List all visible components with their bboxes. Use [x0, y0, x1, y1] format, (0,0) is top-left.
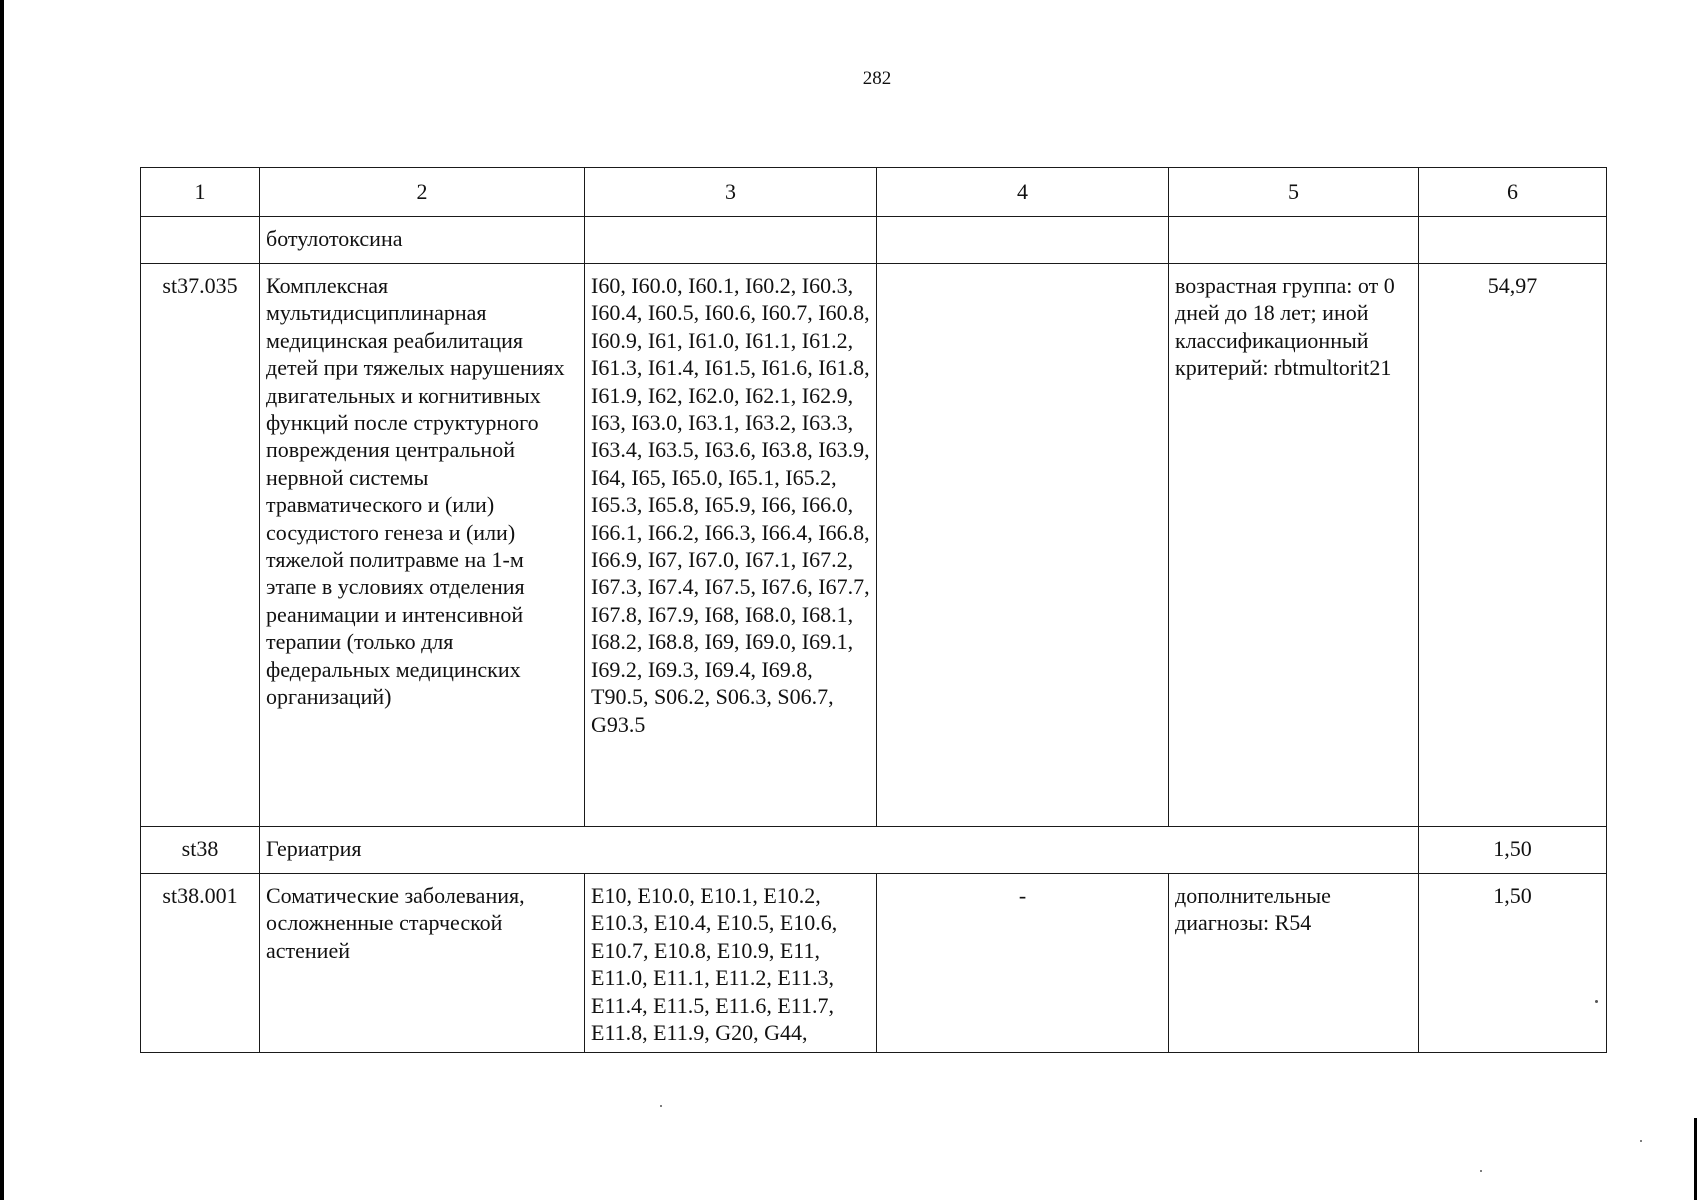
section-coefficient: 1,50: [1419, 827, 1607, 874]
scan-speck: [1640, 1140, 1642, 1142]
column-header-3: 3: [585, 168, 877, 217]
page-number: 282: [862, 68, 892, 89]
row-coefficient: [1419, 217, 1607, 264]
row-coefficient: 1,50: [1419, 874, 1607, 1053]
row-services: [877, 217, 1169, 264]
tariff-table: [140, 167, 1607, 1053]
table-section-row: [141, 827, 1607, 874]
column-header-4: 4: [877, 168, 1169, 217]
row-name: Соматические заболевания, осложненные старческой астенией: [260, 874, 585, 1053]
table-row: [141, 217, 1607, 264]
section-code: st38: [141, 827, 260, 874]
scan-speck: [1595, 1000, 1598, 1003]
row-code: st37.035: [141, 264, 260, 827]
row-criteria: возрастная группа: от 0 дней до 18 лет; иной классификационный критерий: rbtmultorit21: [1169, 264, 1419, 827]
section-title: Гериатрия: [260, 827, 1419, 874]
table-row: [141, 874, 1607, 1053]
table-row: [141, 264, 1607, 827]
row-icd-codes: [585, 217, 877, 264]
column-header-5: 5: [1169, 168, 1419, 217]
scan-edge-left: [0, 0, 4, 1200]
row-icd-codes: I60, I60.0, I60.1, I60.2, I60.3, I60.4, I60.5, I60.6, I60.7, I60.8, I60.9, I61, I61.0, I61.1, I61.2, I61.3, I61.4, I61.5, I61.6, I61.8, I61.9, I62, I62.0, I62.1, I62.9, I63, I63.0, I63.1, I63.2, I63.3, I63.4, I63.5, I63.6, I63.8, I63.9, I64, I65, I65.0, I65.1, I65.2, I65.3, I65.8, I65.9, I66, I66.0, I66.1, I66.2, I66.3, I66.4, I66.8, I66.9, I67, I67.0, I67.1, I67.2, I67.3, I67.4, I67.5, I67.6, I67.7, I67.8, I67.9, I68, I68.0, I68.1, I68.2, I68.8, I69, I69.0, I69.1, I69.2, I69.3, I69.4, I69.8, T90.5, S06.2, S06.3, S06.7, G93.5: [585, 264, 877, 827]
row-icd-codes: E10, E10.0, E10.1, E10.2, E10.3, E10.4, E10.5, E10.6, E10.7, E10.8, E10.9, E11, E11.0, E11.1, E11.2, E11.3, E11.4, E11.5, E11.6, E11.7, E11.8, E11.9, G20, G44,: [585, 874, 877, 1053]
column-header-6: 6: [1419, 168, 1607, 217]
row-name: Комплексная мультидисциплинарная медицинская реабилитация детей при тяжелых нарушениях двигательных и когнитивных функций после структурного повреждения центральной нервной системы травматического и (или) сосудистого генеза и (или) тяжелой политравме на 1-м этапе в условиях отделения реанимации и интенсивной терапии (только для федеральных медицинских организаций): [260, 264, 585, 827]
scan-edge-right: [1694, 1118, 1697, 1200]
row-coefficient: 54,97: [1419, 264, 1607, 827]
row-criteria: [1169, 217, 1419, 264]
row-code: st38.001: [141, 874, 260, 1053]
table-header-row: [141, 168, 1607, 217]
column-header-2: 2: [260, 168, 585, 217]
row-name: ботулотоксина: [260, 217, 585, 264]
row-criteria: дополнительные диагнозы: R54: [1169, 874, 1419, 1053]
row-services: -: [877, 874, 1169, 1053]
row-code: [141, 217, 260, 264]
row-services: [877, 264, 1169, 827]
column-header-1: 1: [141, 168, 260, 217]
scan-speck: [1480, 1170, 1482, 1172]
scan-speck: [660, 1105, 662, 1107]
